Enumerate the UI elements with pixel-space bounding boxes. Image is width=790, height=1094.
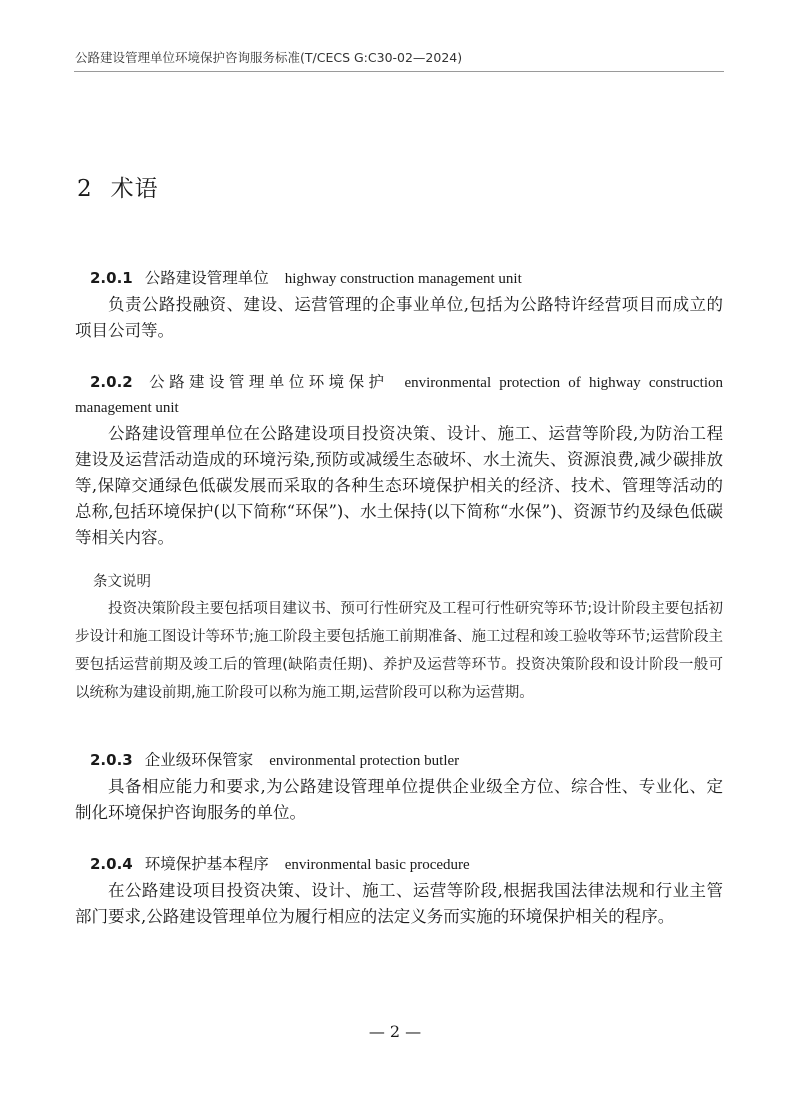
term-number: 2.0.4 (90, 855, 133, 873)
term-definition: 在公路建设项目投资决策、设计、施工、运营等阶段,根据我国法律法规和行业主管部门要求,公路建设管理单位为履行相应的法定义务而实施的环境保护相关的程序。 (75, 881, 723, 926)
clause-note-heading: 条文说明 (93, 574, 151, 590)
running-header: 公路建设管理单位环境保护咨询服务标准(T/CECS G:C30-02—2024) (75, 50, 463, 65)
clause-note-text: 投资决策阶段主要包括项目建议书、预可行性研究及工程可行性研究等环节;设计阶段主要包括初步设计和施工图设计等环节;施工阶段主要包括施工前期准备、施工过程和竣工验收等环节;运营阶段主要包括运营前期及竣工后的管理(缺陷责任期)、养护及运营等环节。投资决策阶段和设计阶段一般可以统称为建设前期,施工阶段可以称为施工期,运营阶段可以称为运营期。 (75, 601, 723, 701)
term-number: 2.0.3 (90, 751, 133, 769)
term-chinese: 公路建设管理单位环境保护 (144, 373, 389, 391)
page-number: — 2 — (368, 1022, 422, 1041)
term-chinese: 环境保护基本程序 (144, 855, 269, 873)
term-definition: 具备相应能力和要求,为公路建设管理单位提供企业级全方位、综合性、专业化、定制化环境保护咨询服务的单位。 (75, 777, 723, 822)
term-definition: 公路建设管理单位在公路建设项目投资决策、设计、施工、运营等阶段,为防治工程建设及运营活动造成的环境污染,预防或减缓生态破坏、水土流失、资源浪费,减少碳排放等,保障交通绿色低碳发展而采取的各种生态环境保护相关的经济、技术、管理等活动的总称,包括环境保护(以下简称“环保”)、水土保持(以下简称“水保”)、资源节约及绿色低碳等相关内容。 (75, 424, 723, 547)
term-heading (75, 748, 723, 773)
header-divider (74, 71, 724, 72)
term-chinese: 公路建设管理单位 (144, 269, 269, 287)
term-english: environmental basic procedure (284, 857, 470, 873)
term-english: highway construction management unit (284, 271, 522, 287)
term-english: environmental protection butler (269, 753, 460, 769)
term-definition: 负责公路投融资、建设、运营管理的企事业单位,包括为公路特许经营项目而成立的项目公司等。 (75, 295, 723, 340)
term-number: 2.0.1 (90, 269, 133, 287)
chapter-heading (77, 170, 159, 203)
term-heading (75, 852, 723, 877)
chapter-title: 术语 (110, 176, 159, 202)
term-number: 2.0.2 (90, 373, 133, 391)
term-chinese: 企业级环保管家 (144, 751, 254, 769)
chapter-number: 2 (77, 176, 93, 202)
term-heading (75, 370, 723, 420)
term-english: environmental protection of highway construction management unit (75, 375, 723, 416)
term-heading (75, 266, 723, 291)
